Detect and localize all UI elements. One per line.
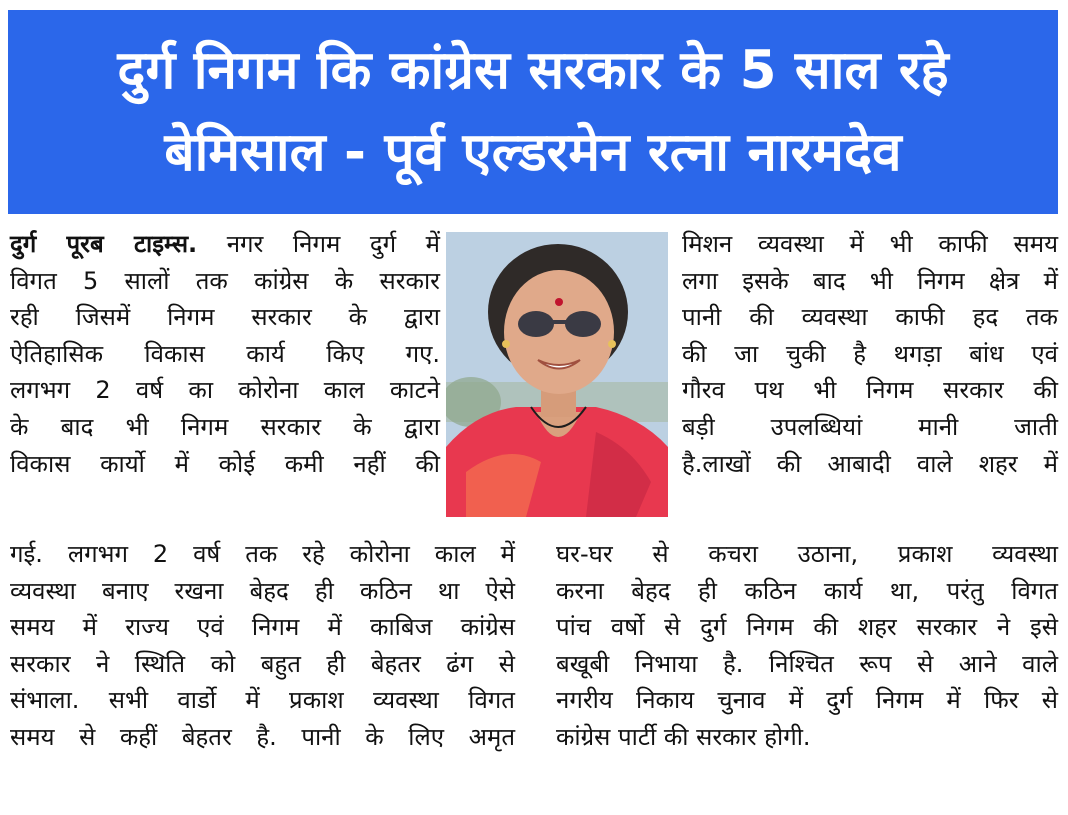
article-line: के बाद भी निगम सरकार के द्वारा [10, 412, 440, 441]
headline-banner [8, 10, 1058, 214]
article-line: विगत 5 सालों तक कांग्रेस के सरकार [10, 266, 440, 295]
article-line: मिशन व्यवस्था में भी काफी समय [682, 230, 1058, 258]
article-line: समय से कहीं बेहतर है. पानी के लिए अमृत [10, 722, 515, 751]
article-line: सरकार ने स्थिति को बहुत ही बेहतर ढंग से [10, 649, 515, 678]
article-line: संभाला. सभी वार्डो में प्रकाश व्यवस्था विगत [10, 686, 515, 715]
article-line: ऐतिहासिक विकास कार्य किए गए. [10, 339, 440, 368]
article-line: बखूबी निभाया है. निश्चित रूप से आने वाले [556, 649, 1058, 678]
article-line: समय में राज्य एवं निगम में काबिज कांग्रेस [10, 613, 515, 642]
headline-line-2: बेमिसाल - पूर्व एल्डरमेन रत्ना नारमदेव [164, 122, 902, 183]
article-line: पांच वर्षो से दुर्ग निगम की शहर सरकार ने इसे [556, 613, 1058, 642]
article-line: बड़ी उपलब्धियां मानी जाती [682, 412, 1058, 441]
article-column-bottom-right [556, 536, 1058, 756]
article-column-left [10, 226, 440, 482]
dateline: दुर्ग पूरब टाइम्स. [10, 230, 198, 258]
article-line: लगा इसके बाद भी निगम क्षेत्र में [682, 266, 1058, 295]
article-column-bottom-left [10, 536, 515, 756]
article-line: घर-घर से कचरा उठाना, प्रकाश व्यवस्था [556, 540, 1058, 568]
article-line: है.लाखों की आबादी वाले शहर में [682, 449, 1058, 478]
portrait-photo [446, 232, 668, 517]
article-column-right [682, 226, 1058, 482]
article-line: विकास कार्यो में कोई कमी नहीं की [10, 449, 440, 478]
article-line: कांग्रेस पार्टी की सरकार होगी. [556, 722, 811, 751]
article-line: गई. लगभग 2 वर्ष तक रहे कोरोना काल में [10, 540, 515, 568]
headline-line-1: दुर्ग निगम कि कांग्रेस सरकार के 5 साल रहे [117, 40, 949, 101]
article-line: नगरीय निकाय चुनाव में दुर्ग निगम में फिर से [556, 686, 1058, 715]
article-line: लगभग 2 वर्ष का कोरोना काल काटने [10, 376, 440, 405]
article-line: रही जिसमें निगम सरकार के द्वारा [10, 303, 440, 332]
article-line: करना बेहद ही कठिन कार्य था, परंतु विगत [556, 576, 1058, 605]
article-line: दुर्ग पूरब टाइम्स. नगर निगम दुर्ग में [10, 230, 441, 258]
article-line: पानी की व्यवस्था काफी हद तक [682, 303, 1058, 332]
portrait-illustration [446, 232, 668, 517]
article-line: की जा चुकी है थगड़ा बांध एवं [682, 339, 1058, 368]
article-line: व्यवस्था बनाए रखना बेहद ही कठिन था ऐसे [10, 576, 515, 605]
article-line: गौरव पथ भी निगम सरकार की [682, 376, 1058, 405]
